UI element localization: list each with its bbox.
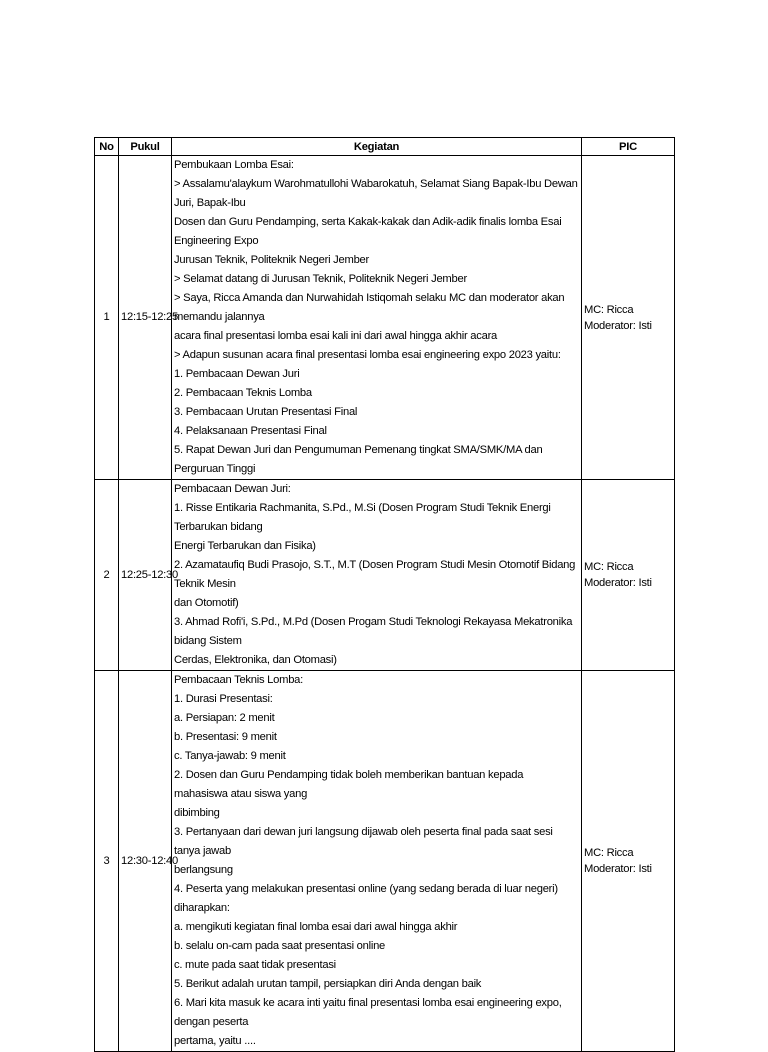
activity-line: Pembacaan Dewan Juri: (174, 483, 291, 495)
activity-line: 5. Rapat Dewan Juri dan Pengumuman Pemenang tingkat SMA/SMK/MA dan Perguruan Tinggi (174, 444, 543, 475)
activity-line: 1. Pembacaan Dewan Juri (174, 368, 300, 380)
activity-line: Pembacaan Teknis Lomba: (174, 674, 303, 686)
pic-moderator: Moderator: Isti (584, 863, 652, 875)
activity-line: Dosen dan Guru Pendamping, serta Kakak-kakak dan Adik-adik finalis lomba Esai Engineering Expo (174, 216, 562, 247)
pic-mc: MC: Ricca (584, 847, 634, 859)
activity-line: dan Otomotif) (174, 597, 239, 609)
activity-line: a. mengikuti kegiatan final lomba esai dari awal hingga akhir (174, 921, 458, 933)
activity-line: Cerdas, Elektronika, dan Otomasi) (174, 654, 337, 666)
activity-line: c. mute pada saat tidak presentasi (174, 959, 336, 971)
activity-line: 5. Berikut adalah urutan tampil, persiapkan diri Anda dengan baik (174, 978, 482, 990)
activity-line: Energi Terbarukan dan Fisika) (174, 540, 316, 552)
row-number: 3 (95, 671, 119, 1052)
activity-line: berlangsung (174, 864, 233, 876)
row-pic (582, 480, 675, 671)
activity-line: b. Presentasi: 9 menit (174, 731, 277, 743)
activity-line: > Saya, Ricca Amanda dan Nurwahidah Istiqomah selaku MC dan moderator akan memandu jalannya (174, 292, 565, 323)
row-time: 12:15-12:25 (119, 156, 172, 480)
row-time: 12:30-12:40 (119, 671, 172, 1052)
header-pic: PIC (582, 138, 675, 156)
schedule-table (94, 137, 675, 1052)
header-kegiatan: Kegiatan (172, 138, 582, 156)
activity-line: 1. Durasi Presentasi: (174, 693, 273, 705)
row-time: 12:25-12:30 (119, 480, 172, 671)
activity-line: 4. Peserta yang melakukan presentasi online (yang sedang berada di luar negeri) diharapkan: (174, 883, 558, 914)
activity-line: 1. Risse Entikaria Rachmanita, S.Pd., M.Si (Dosen Program Studi Teknik Energi Terbarukan bidang (174, 502, 551, 533)
activity-line: b. selalu on-cam pada saat presentasi online (174, 940, 386, 952)
row-activity (172, 480, 582, 671)
activity-line: 6. Mari kita masuk ke acara inti yaitu final presentasi lomba esai engineering expo, dengan peserta (174, 997, 562, 1028)
row-activity (172, 671, 582, 1052)
activity-line: 2. Pembacaan Teknis Lomba (174, 387, 312, 399)
row-activity (172, 156, 582, 480)
table-row (95, 156, 675, 480)
activity-line: > Assalamu'alaykum Warohmatullohi Wabarokatuh, Selamat Siang Bapak-Ibu Dewan Juri, Bapak-Ibu (174, 178, 578, 209)
header-row (95, 138, 675, 156)
activity-line: > Selamat datang di Jurusan Teknik, Politeknik Negeri Jember (174, 273, 467, 285)
activity-line: a. Persiapan: 2 menit (174, 712, 275, 724)
pic-mc: MC: Ricca (584, 303, 634, 316)
activity-line: 4. Pelaksanaan Presentasi Final (174, 425, 327, 437)
table-row (95, 671, 675, 1052)
pic-moderator: Moderator: Isti (584, 577, 652, 589)
pic-mc: MC: Ricca (584, 561, 634, 573)
activity-line: 2. Dosen dan Guru Pendamping tidak boleh memberikan bantuan kepada mahasiswa atau siswa yang (174, 769, 524, 800)
activity-line: acara final presentasi lomba esai kali ini dari awal hingga akhir acara (174, 330, 498, 342)
activity-line: dibimbing (174, 807, 220, 819)
table-row (95, 480, 675, 671)
activity-line: pertama, yaitu .... (174, 1035, 256, 1047)
pic-moderator: Moderator: Isti (584, 319, 652, 332)
header-pukul: Pukul (119, 138, 172, 156)
activity-line: > Adapun susunan acara final presentasi lomba esai engineering expo 2023 yaitu: (174, 349, 561, 361)
activity-line: 3. Pembacaan Urutan Presentasi Final (174, 406, 358, 418)
row-pic (582, 156, 675, 480)
row-number: 2 (95, 480, 119, 671)
activity-line: 3. Ahmad Rofi'i, S.Pd., M.Pd (Dosen Progam Studi Teknologi Rekayasa Mekatronika bidang Sistem (174, 616, 573, 647)
row-pic (582, 671, 675, 1052)
activity-line: Jurusan Teknik, Politeknik Negeri Jember (174, 254, 369, 266)
header-no: No (95, 138, 119, 156)
activity-line: c. Tanya-jawab: 9 menit (174, 750, 286, 762)
row-number: 1 (95, 156, 119, 480)
activity-line: Pembukaan Lomba Esai: (174, 159, 294, 171)
activity-line: 2. Azamataufiq Budi Prasojo, S.T., M.T (Dosen Program Studi Mesin Otomotif Bidang Teknik Mesin (174, 559, 576, 590)
activity-line: 3. Pertanyaan dari dewan juri langsung dijawab oleh peserta final pada saat sesi tanya jawab (174, 826, 553, 857)
